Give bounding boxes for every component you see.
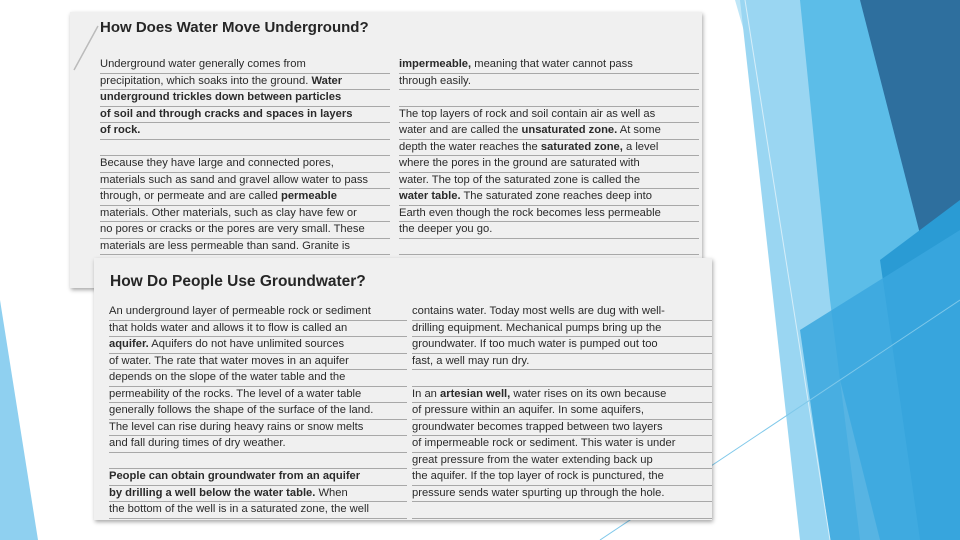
text-line [109, 486, 407, 503]
bold-term: by drilling a well below the water table. [109, 486, 316, 499]
text-line [100, 140, 390, 157]
text-line [399, 173, 699, 190]
line-text: pressure sends water spurting up through the hole. [412, 486, 665, 499]
text-line [100, 222, 390, 239]
bold-term: underground trickles down between particles [100, 91, 342, 103]
line-text: An underground layer of permeable rock or sediment [109, 305, 371, 317]
line-text: of pressure within an aquifer. In some aquifers, [412, 404, 644, 416]
line-text: water rises on its own because [510, 387, 667, 400]
line-text: Underground water generally comes from [100, 58, 306, 70]
text-line [100, 189, 390, 206]
line-text: the bottom of the well is in a saturated zone, the well [109, 503, 369, 515]
line-text: the aquifer. If the top layer of rock is punctured, the [412, 470, 664, 482]
line-text: generally follows the shape of the surface of the land. [109, 404, 374, 416]
text-line [412, 436, 712, 453]
line-text: groundwater becomes trapped between two layers [412, 420, 663, 433]
text-line [109, 502, 407, 519]
right-column [399, 57, 699, 288]
bold-term: saturated zone, [540, 140, 623, 153]
text-line [100, 57, 390, 74]
text-line [412, 403, 712, 420]
text-line [412, 486, 712, 503]
text-line [109, 354, 407, 371]
textbook-page-water-movement [70, 12, 702, 288]
line-text: contains water. Today most wells are dug with well- [412, 305, 665, 317]
line-text: Because they have large and connected pores, [100, 157, 334, 169]
bold-term: water table. [399, 190, 461, 202]
text-line [412, 354, 712, 371]
line-text: materials. Other materials, such as clay have few or [100, 206, 357, 219]
line-text: permeability of the rocks. The level of a water table [109, 387, 362, 400]
line-text: materials are less permeable than sand. Granite is [100, 239, 350, 252]
text-line [399, 140, 699, 157]
line-text: no pores or cracks or the pores are very small. These [100, 223, 365, 235]
bold-term: artesian well, [440, 387, 511, 400]
text-line [109, 420, 407, 437]
line-text: materials such as sand and gravel allow water to pass [100, 173, 369, 186]
section-title: How Does Water Move Underground? [100, 19, 369, 36]
text-line [412, 502, 712, 519]
line-text: groundwater. If too much water is pumped out too [412, 338, 658, 350]
line-text: of water. The rate that water moves in an aquifer [109, 354, 349, 367]
text-line [412, 519, 712, 521]
text-line [399, 123, 699, 140]
line-text: precipitation, which soaks into the ground. [100, 74, 312, 87]
line-text: In an [412, 387, 440, 400]
line-text: through, or permeate and are called [100, 190, 281, 202]
bold-term: People can obtain groundwater from an aquifer [109, 470, 361, 482]
text-line [412, 387, 712, 404]
text-line [412, 453, 712, 470]
text-line [109, 337, 407, 354]
text-line [109, 519, 407, 521]
text-line [399, 239, 699, 256]
text-line [412, 337, 712, 354]
text-line [100, 90, 390, 107]
line-text: a level [622, 140, 659, 153]
text-line [109, 403, 407, 420]
text-line [100, 74, 390, 91]
line-text: drilling equipment. Mechanical pumps bring up the [412, 321, 662, 334]
bold-term: of soil and through cracks and spaces in layers [100, 107, 353, 120]
text-line [100, 239, 390, 256]
left-column [100, 57, 390, 288]
line-text: of impermeable rock or sediment. This water is under [412, 437, 676, 449]
text-line [412, 370, 712, 387]
line-text: depth the water reaches the [399, 140, 541, 153]
text-line [399, 90, 699, 107]
right-column [412, 304, 712, 520]
line-text: When [315, 486, 348, 499]
text-line [100, 123, 390, 140]
text-line [100, 206, 390, 223]
bold-term: unsaturated zone. [521, 124, 618, 136]
text-line [100, 107, 390, 124]
text-line [399, 107, 699, 124]
text-line [109, 453, 407, 470]
line-text: fast, a well may run dry. [412, 354, 530, 367]
text-line [399, 222, 699, 239]
line-text: depends on the slope of the water table and the [109, 371, 346, 383]
bold-term: aquifer. [109, 338, 149, 350]
text-line [109, 304, 407, 321]
left-column [109, 304, 407, 520]
line-text: Earth even though the rock becomes less permeable [399, 206, 661, 219]
left-edge-shape [0, 300, 38, 540]
text-line [109, 370, 407, 387]
text-line [109, 436, 407, 453]
section-title: How Do People Use Groundwater? [110, 273, 366, 290]
page-fold-mark [70, 12, 100, 72]
text-line [399, 57, 699, 74]
text-line [399, 156, 699, 173]
text-line [399, 206, 699, 223]
text-line [100, 156, 390, 173]
textbook-page-groundwater-use [94, 258, 712, 520]
bold-term: Water [311, 74, 343, 87]
bold-term: impermeable, [399, 58, 472, 70]
text-line [412, 304, 712, 321]
line-text: and fall during times of dry weather. [109, 437, 286, 449]
line-text: The saturated zone reaches deep into [460, 190, 652, 202]
line-text: At some [617, 124, 661, 136]
text-line [412, 420, 712, 437]
line-text: where the pores in the ground are saturated with [399, 157, 640, 169]
text-line [412, 469, 712, 486]
line-text: The top layers of rock and soil contain air as well as [399, 107, 656, 120]
line-text: Aquifers do not have unlimited sources [148, 338, 345, 350]
line-text: water and are called the [399, 124, 522, 136]
bold-term: of rock. [100, 124, 141, 136]
bold-term: permeable [280, 190, 337, 202]
line-text: meaning that water cannot pass [471, 58, 633, 70]
text-line [100, 173, 390, 190]
line-text: The level can rise during heavy rains or snow melts [109, 420, 364, 433]
line-text: great pressure from the water extending back up [412, 453, 653, 466]
text-line [109, 321, 407, 338]
text-line [412, 321, 712, 338]
text-line [399, 74, 699, 91]
line-text: the deeper you go. [399, 223, 493, 235]
line-text: water. The top of the saturated zone is called the [399, 173, 641, 186]
line-text: through easily. [399, 74, 471, 87]
text-line [109, 387, 407, 404]
line-text: that holds water and allows it to flow is called an [109, 321, 348, 334]
text-line [399, 189, 699, 206]
text-line [109, 469, 407, 486]
